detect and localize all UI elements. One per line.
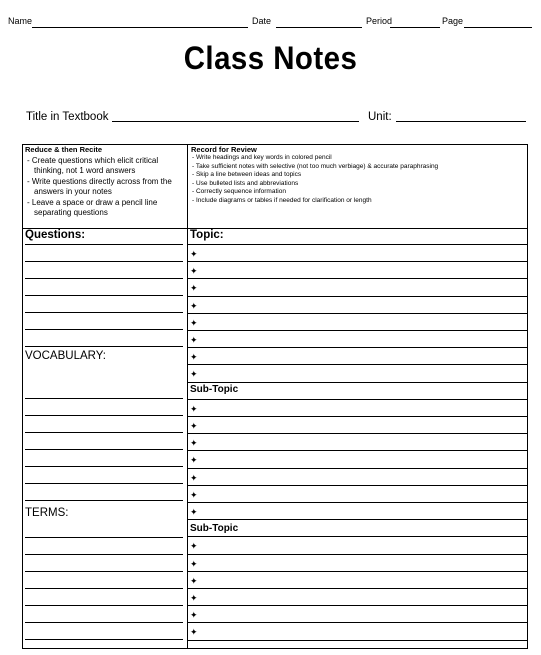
page-label: Page [442, 16, 464, 26]
bullet-star-icon: ✦ [190, 266, 198, 276]
left-writing-line[interactable] [25, 415, 183, 416]
right-writing-line[interactable] [188, 502, 528, 503]
right-writing-line[interactable] [188, 468, 528, 469]
right-writing-line[interactable] [188, 554, 528, 555]
bullet-star-icon: ✦ [190, 455, 198, 465]
header-divider [22, 228, 528, 229]
right-instruction-item: - Use bulleted lists and abbreviations [192, 179, 299, 187]
bullet-star-icon: ✦ [190, 404, 198, 414]
notes-table [22, 144, 528, 649]
right-writing-line[interactable] [188, 622, 528, 623]
vocabulary-label: VOCABULARY: [25, 350, 106, 362]
right-writing-line[interactable] [188, 347, 528, 348]
right-writing-line[interactable] [188, 399, 528, 400]
bullet-star-icon: ✦ [190, 301, 198, 311]
textbook-field[interactable] [112, 121, 359, 122]
left-writing-line[interactable] [25, 278, 183, 279]
right-writing-line[interactable] [188, 382, 528, 383]
left-instruction-item: - Write questions directly across from the answers in your notes [27, 176, 172, 196]
period-label: Period [366, 16, 393, 26]
bullet-star-icon: ✦ [190, 335, 198, 345]
right-writing-line[interactable] [188, 571, 528, 572]
right-writing-line[interactable] [188, 450, 528, 451]
bullet-star-icon: ✦ [190, 352, 198, 362]
right-writing-line[interactable] [188, 519, 528, 520]
left-writing-line[interactable] [25, 483, 183, 484]
left-writing-line[interactable] [25, 295, 183, 296]
bullet-star-icon: ✦ [190, 576, 198, 586]
right-instruction-item: - Take sufficient notes with selective (not too much verbiage) & accurate paraphrasing [192, 162, 439, 170]
right-writing-line[interactable] [188, 296, 528, 297]
page-field[interactable] [464, 27, 532, 28]
questions-label: Questions: [25, 229, 86, 241]
right-instruction-item: - Write headings and key words in colored pencil [192, 154, 332, 161]
left-writing-line[interactable] [25, 244, 183, 245]
bullet-star-icon: ✦ [190, 283, 198, 293]
left-instructions-heading: Reduce & then Recite [25, 145, 103, 154]
right-instruction-item: - Include diagrams or tables if needed for clarification or length [192, 196, 372, 204]
bullet-star-icon: ✦ [190, 318, 198, 328]
right-writing-line[interactable] [188, 605, 528, 606]
textbook-label: Title in Textbook [26, 111, 109, 123]
bullet-star-icon: ✦ [190, 559, 198, 569]
left-writing-line[interactable] [25, 432, 183, 433]
right-instructions [191, 145, 526, 205]
right-writing-line[interactable] [188, 244, 528, 245]
right-instruction-item: - Skip a line between ideas and topics [192, 171, 302, 178]
left-writing-line[interactable] [25, 554, 183, 555]
right-writing-line[interactable] [188, 330, 528, 331]
column-divider [187, 144, 188, 649]
left-writing-line[interactable] [25, 622, 183, 623]
left-writing-line[interactable] [25, 500, 183, 501]
right-writing-line[interactable] [188, 313, 528, 314]
left-writing-line[interactable] [25, 639, 183, 640]
name-label: Name [8, 16, 33, 26]
right-writing-line[interactable] [188, 433, 528, 434]
right-writing-line[interactable] [188, 485, 528, 486]
right-writing-line[interactable] [188, 588, 528, 589]
bullet-star-icon: ✦ [190, 473, 198, 483]
bullet-star-icon: ✦ [190, 421, 198, 431]
right-writing-line[interactable] [188, 640, 528, 641]
left-writing-line[interactable] [25, 398, 183, 399]
date-label: Date [252, 16, 272, 26]
bullet-star-icon: ✦ [190, 541, 198, 551]
left-instruction-item: - Create questions which elicit critical thinking, not 1 word answers [27, 155, 159, 175]
name-field[interactable] [32, 27, 248, 28]
bullet-star-icon: ✦ [190, 438, 198, 448]
period-field[interactable] [390, 27, 440, 28]
bullet-star-icon: ✦ [190, 490, 198, 500]
left-writing-line[interactable] [25, 312, 183, 313]
right-writing-line[interactable] [188, 278, 528, 279]
right-instructions-heading: Record for Review [191, 145, 257, 154]
unit-field[interactable] [396, 121, 526, 122]
left-instruction-item: - Leave a space or draw a pencil line separating questions [27, 197, 158, 217]
bullet-star-icon: ✦ [190, 249, 198, 259]
left-writing-line[interactable] [25, 329, 183, 330]
terms-label: TERMS: [25, 507, 69, 519]
right-writing-line[interactable] [188, 416, 528, 417]
left-writing-line[interactable] [25, 588, 183, 589]
page-title: Class Notes [183, 40, 358, 76]
right-instruction-item: - Correctly sequence information [192, 188, 286, 195]
bullet-star-icon: ✦ [190, 507, 198, 517]
left-writing-line[interactable] [25, 605, 183, 606]
subtopic-label: Sub-Topic [190, 523, 239, 534]
date-field[interactable] [276, 27, 362, 28]
left-writing-line[interactable] [25, 537, 183, 538]
bullet-star-icon: ✦ [190, 627, 198, 637]
bullet-star-icon: ✦ [190, 610, 198, 620]
bullet-star-icon: ✦ [190, 369, 198, 379]
left-writing-line[interactable] [25, 466, 183, 467]
right-writing-line[interactable] [188, 261, 528, 262]
header-row [8, 16, 533, 30]
left-instructions [25, 145, 187, 219]
right-writing-line[interactable] [188, 536, 528, 537]
left-writing-line[interactable] [25, 346, 183, 347]
unit-label: Unit: [368, 111, 392, 123]
topic-label: Topic: [190, 229, 224, 241]
right-writing-line[interactable] [188, 364, 528, 365]
bullet-star-icon: ✦ [190, 593, 198, 603]
left-writing-line[interactable] [25, 449, 183, 450]
left-writing-line[interactable] [25, 571, 183, 572]
subtopic-label: Sub-Topic [190, 384, 239, 395]
left-writing-line[interactable] [25, 261, 183, 262]
